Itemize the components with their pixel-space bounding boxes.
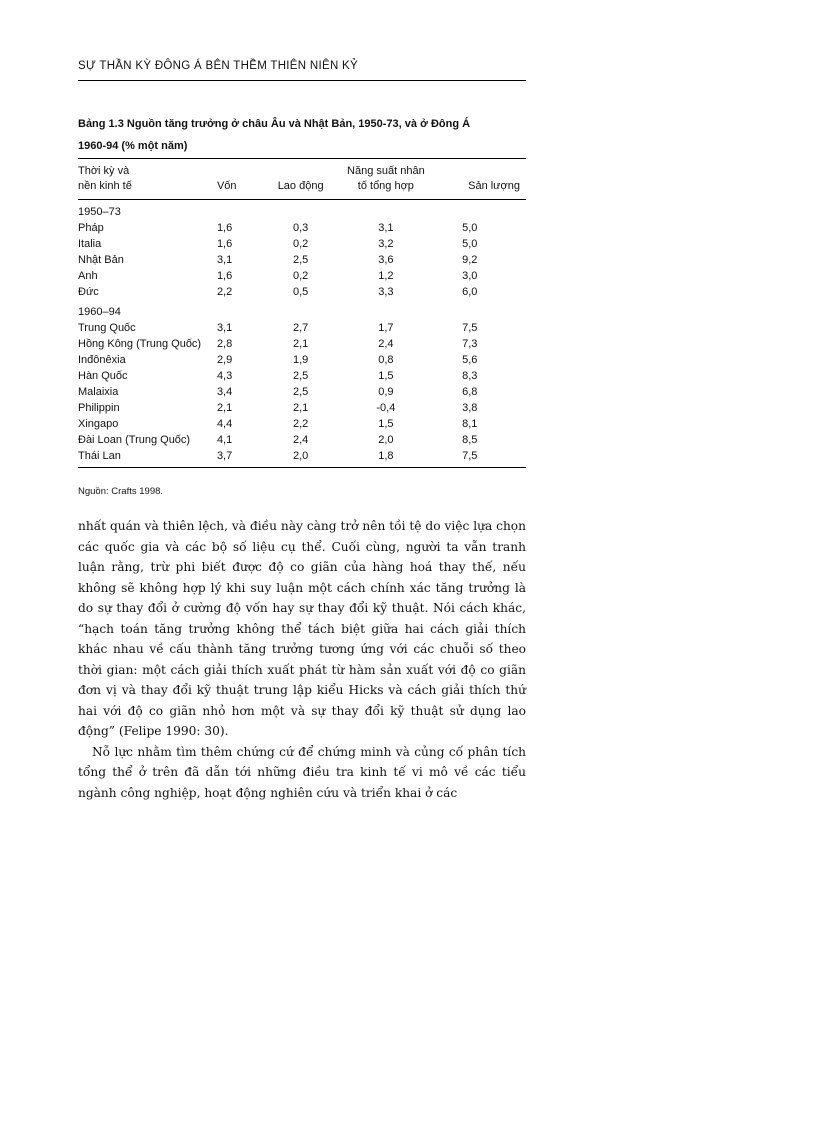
value-cell: 5,0 <box>462 238 478 250</box>
value-cell: 2,1 <box>292 338 309 350</box>
value-cell: 4,3 <box>216 370 233 382</box>
table-body <box>78 200 526 468</box>
table-caption-line-1: Bảng 1.3 Nguồn tăng trưởng ở châu Âu và Nhật Bản, 1950-73, và ở Đông Á <box>78 118 471 130</box>
value-cell: 2,0 <box>378 434 394 446</box>
value-cell: 5,0 <box>462 222 478 234</box>
economy-name-cell: Malaixia <box>78 386 119 398</box>
column-header-line: Năng suất nhân <box>347 165 425 177</box>
economy-name-cell: Pháp <box>78 222 104 234</box>
table-row <box>78 448 526 468</box>
period-label: 1950–73 <box>78 206 121 218</box>
value-cell: 0,8 <box>378 354 394 366</box>
body-paragraph-1: nhất quán và thiên lệch, và điều này càng trở nên tồi tệ do việc lựa chọn các quốc gia và các bộ số liệu cụ thể. Cuối cùng, người ta vẫn tranh luận rằng, trừ phi biết được độ co giãn của hàng hoá thay thế, nếu không sẽ không hợp lý khi suy luận một cách chính xác tăng trưởng là do sự thay đổi ở cường độ vốn hay sự thay đổi kỹ thuật. Nói cách khác, “hạch toán tăng trưởng không thể tách biệt giữa hai cách giải thích khác nhau về cấu thành tăng trưởng tương ứng với các chuỗi số theo thời gian: một cách giải thích xuất phát từ hàm sản xuất với độ co giãn đơn vị và thay đổi kỹ thuật trung lập kiểu Hicks và cách giải thích thứ hai với độ co giãn nhỏ hơn một và sự thay đổi kỹ thuật sử dụng lao động” (Felipe 1990: 30). <box>78 519 526 738</box>
value-cell: 3,0 <box>462 270 478 282</box>
table-header-row <box>78 159 526 200</box>
table-row <box>78 252 526 268</box>
economy-name-cell: Italia <box>78 238 102 250</box>
table-row <box>78 268 526 284</box>
economy-name-cell: Thái Lan <box>78 450 121 462</box>
value-cell: 4,4 <box>216 418 233 430</box>
value-cell: 3,1 <box>378 222 394 234</box>
period-row <box>78 300 526 320</box>
economy-name-cell: Nhật Bản <box>78 254 124 266</box>
value-cell: 3,3 <box>378 286 394 298</box>
value-cell: 8,5 <box>462 434 478 446</box>
column-header-capital <box>217 159 264 200</box>
value-cell: 8,3 <box>462 370 478 382</box>
value-cell: 4,1 <box>216 434 233 446</box>
value-cell: 7,5 <box>462 322 478 334</box>
column-header-line: Sản lượng <box>468 180 520 192</box>
value-cell: 1,2 <box>378 270 394 282</box>
economy-name-cell: Hàn Quốc <box>78 370 128 382</box>
column-header-line: Lao động <box>277 180 324 192</box>
economy-name-cell: Anh <box>78 270 98 282</box>
economy-name-cell: Trung Quốc <box>78 322 136 334</box>
value-cell: 3,1 <box>216 322 233 334</box>
table-row <box>78 320 526 336</box>
value-cell: 2,5 <box>292 254 309 266</box>
value-cell: 1,6 <box>216 270 233 282</box>
value-cell: 1,7 <box>378 322 394 334</box>
growth-sources-table <box>78 158 526 468</box>
value-cell: 3,4 <box>216 386 233 398</box>
value-cell: 0,5 <box>292 286 309 298</box>
value-cell: 1,5 <box>378 370 394 382</box>
value-cell: 7,5 <box>462 450 478 462</box>
value-cell: 0,9 <box>378 386 394 398</box>
table-caption-line-2: 1960-94 (% một năm) <box>78 140 188 152</box>
column-header-line: Thời kỳ và <box>78 165 130 177</box>
value-cell: 8,1 <box>462 418 478 430</box>
value-cell: 2,1 <box>216 402 233 414</box>
table-row <box>78 220 526 236</box>
body-text <box>78 516 526 803</box>
table-row <box>78 432 526 448</box>
period-row <box>78 200 526 221</box>
table-row <box>78 416 526 432</box>
table-caption <box>78 113 528 157</box>
value-cell: 3,8 <box>462 402 478 414</box>
period-label: 1960–94 <box>78 306 121 318</box>
economy-name-cell: Đức <box>78 286 99 298</box>
column-header-period-economy <box>78 159 217 200</box>
table-row <box>78 284 526 300</box>
value-cell: 2,2 <box>216 286 233 298</box>
value-cell: 1,9 <box>292 354 309 366</box>
value-cell: 1,6 <box>216 238 233 250</box>
value-cell: 0,2 <box>292 270 309 282</box>
value-cell: 9,2 <box>462 254 478 266</box>
table-row <box>78 336 526 352</box>
value-cell: 0,2 <box>292 238 309 250</box>
value-cell: 2,5 <box>292 370 309 382</box>
value-cell: 2,7 <box>292 322 309 334</box>
economy-name-cell: Xingapo <box>78 418 119 430</box>
value-cell: 1,5 <box>378 418 394 430</box>
economy-name-cell: Inđônêxia <box>78 354 126 366</box>
value-cell: 2,5 <box>292 386 309 398</box>
value-cell: 1,6 <box>216 222 233 234</box>
table-row <box>78 236 526 252</box>
value-cell: 7,3 <box>462 338 478 350</box>
value-cell: -0,4 <box>376 402 396 414</box>
column-header-line: nền kinh tế <box>78 180 132 192</box>
header-divider <box>78 80 526 81</box>
value-cell: 6,0 <box>462 286 478 298</box>
economy-name-cell: Philippin <box>78 402 120 414</box>
column-header-labor <box>264 159 338 200</box>
table-source-note: Nguồn: Crafts 1998. <box>78 486 164 497</box>
value-cell: 3,7 <box>216 450 233 462</box>
running-header: SỰ THẦN KỲ ĐÔNG Á BÊN THỀM THIÊN NIÊN KỶ <box>78 60 358 72</box>
value-cell: 3,2 <box>378 238 394 250</box>
column-header-line: tố tổng hợp <box>357 180 414 192</box>
value-cell: 3,1 <box>216 254 233 266</box>
value-cell: 3,6 <box>378 254 394 266</box>
economy-name-cell: Đài Loan (Trung Quốc) <box>78 434 191 446</box>
value-cell: 2,9 <box>216 354 233 366</box>
value-cell: 2,4 <box>378 338 394 350</box>
value-cell: 5,6 <box>462 354 478 366</box>
column-header-output <box>434 159 526 200</box>
column-header-line: Vốn <box>216 180 237 192</box>
value-cell: 0,3 <box>292 222 309 234</box>
value-cell: 2,0 <box>292 450 309 462</box>
column-header-tfp <box>338 159 434 200</box>
body-paragraph-2: Nỗ lực nhằm tìm thêm chứng cứ để chứng minh và củng cố phân tích tổng thể ở trên đã dẫn tới những điều tra kinh tế vi mô về các tiểu ngành công nghiệp, hoạt động nghiên cứu và triển khai ở các <box>78 744 526 800</box>
value-cell: 2,4 <box>292 434 309 446</box>
value-cell: 2,1 <box>292 402 309 414</box>
economy-name-cell: Hồng Kông (Trung Quốc) <box>78 338 202 350</box>
table-row <box>78 368 526 384</box>
table-row <box>78 400 526 416</box>
value-cell: 2,8 <box>216 338 233 350</box>
table-row <box>78 352 526 368</box>
value-cell: 6,8 <box>462 386 478 398</box>
table-row <box>78 384 526 400</box>
value-cell: 1,8 <box>378 450 394 462</box>
value-cell: 2,2 <box>292 418 309 430</box>
